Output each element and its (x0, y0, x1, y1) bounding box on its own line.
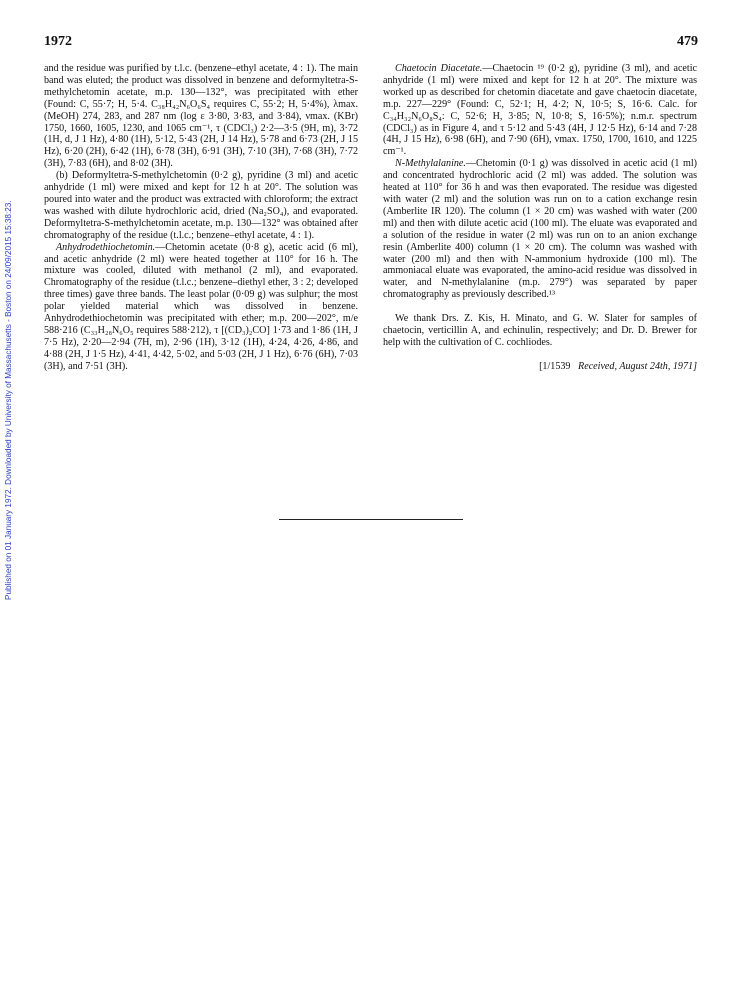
reference-number: [1/1539 (539, 360, 571, 372)
paragraph (383, 63, 697, 158)
provenance-sidebar (4, 120, 18, 600)
page-number: 479 (677, 34, 698, 49)
acknowledgements: We thank Drs. Z. Kis, H. Minato, and G. W. Slater for samples of chaetocin, verticillin A, and echinulin, respectively; and Dr. D. Brewer for help with the cultivation of C. cochliodes. (383, 313, 697, 348)
section-title: Chaetocin Diacetate. (395, 63, 483, 74)
paragraph: (b) Deformyltetra-S-methylchetomin (0·2 g), pyridine (3 ml) and acetic anhydride (1 ml) were mixed and kept for 12 h at 20°. The solution was poured into water and the product was extracted with chloroform; the extract was washed with dilute hydrochloric acid, dried (Na₂SO₄), and evaporated. Deformyltetra-S-methylchetomin acetate, m.p. 130—132° was obtained after chromatography of the residue (t.l.c.; benzene–ethyl acetate, 4 : 1). (44, 170, 358, 241)
right-column (383, 63, 697, 373)
paragraph (44, 242, 358, 373)
left-column (44, 63, 358, 373)
end-rule (279, 519, 463, 520)
paragraph-body: —Chetomin (0·1 g) was dissolved in acetic acid (1 ml) and concentrated hydrochloric acid (2 ml) was added. The solution was heated at 110° for 36 h and was then evaporated. The residue was digested with water (2 ml) and the solution was run on to a cation exchange resin (Amberlite IR 120). The column (1 × 20 cm) was washed with water (200 ml) and then with dilute acetic acid (100 ml). The eluate was evaporated and a solution of the residue in water (2 ml) was run on to an anion exchange resin (Amberlite 400) column (1 × 20 cm). The column was washed with water (200 ml) and then with N-ammonium hydroxide (100 ml). The ammoniacal eluate was evaporated, the amino-acid residue was dissolved in water, and N-methylalanine (m.p. 279°) was separated by paper chromatography as previously described.¹³ (383, 158, 697, 301)
paragraph-body: —Chaetocin ¹⁹ (0·2 g), pyridine (3 ml), and acetic anhydride (1 ml) were mixed and kept for 12 h at 20°. The mixture was worked up as described for chetomin diacetate and gave chaetocin diacetate, m.p. 227—229° (Found: C, 52·1; H, 4·2; N, 10·5; S, 16·6. Calc. for C₃₄H₃₂N₆O₈S₄: C, 52·6; H, 3·85; N, 10·8; S, 16·5%); n.m.r. spectrum (CDCl₃) as in Figure 4, and τ 5·12 and 5·43 (4H, J 12·5 Hz), 6·14 and 7·28 (4H, J 15 Hz), 6·98 (6H), and 7·90 (6H), νmax. 1750, 1700, 1610, and 1225 cm⁻¹. (383, 63, 698, 158)
received-line (383, 361, 697, 373)
section-title: N-Methylalanine. (395, 158, 466, 170)
section-title: Anhydrodethiochetomin. (56, 241, 156, 253)
paragraph-body: —Chetomin acetate (0·8 g), acetic acid (6 ml), and acetic anhydride (2 ml) were heated together at 110° for 16 h. The mixture was cooled, diluted with methanol (2 ml), and evaporated. Chromatography of the residue (t.l.c.; benzene–diethyl ether, 3 : 2; developed three times) gave three bands. The least polar (0·09 g) was sulphur; the most polar yielded material which was dissolved in benzene. Anhydrodethiochetomin was precipitated with ether; m.p. 200—202°, m/e 588·216 (C₃₃H₂₈N₆O₅ requires 588·212), τ [(CD₃)₂CO] 1·73 and 1·86 (1H, J 7·5 Hz), 2·20—2·94 (7H, m), 2·96 (1H), 3·12 (1H), 4·24, 4·26, 4·86, and 4·88 (2H, J 1·5 Hz), 4·41, 4·42, 5·02, and 5·03 (2H, J 1 Hz), 6·76 (6H), 7·03 (3H), and 7·51 (3H). (44, 241, 358, 372)
paragraph (383, 158, 697, 301)
journal-year: 1972 (44, 34, 72, 49)
paragraph: and the residue was purified by t.l.c. (benzene–ethyl acetate, 4 : 1). The main band was eluted; the product was dissolved in benzene and deformyltetra-S-methylchetomin acetate, m.p. 130—132°, was precipitated with ether (Found: C, 55·7; H, 5·4. C₃₈H₄₂N₆O₆S₄ requires C, 55·2; H, 5·4%), λmax. (MeOH) 274, 283, and 287 nm (log ε 3·80, 3·83, and 3·84), νmax. (KBr) 1750, 1660, 1605, 1230, and 1065 cm⁻¹, τ (CDCl₃) 2·2—3·5 (9H, m), 3·72 (1H, d, J 1 Hz), 4·80 (1H), 5·12, 5·43 (2H, J 14 Hz), 5·78 and 6·73 (2H, J 15 Hz), 6·20 (2H), 6·42 (1H), 6·78 (3H), 6·91 (3H), 7·10 (3H), 7·68 (3H), 7·72 (3H), 7·83 (6H), and 8·02 (3H). (44, 63, 358, 170)
provenance-note: Published on 01 January 1972. Downloaded by University of Massachusetts - Boston on 24/09/2015 15:38:23. (4, 200, 13, 600)
received-date: Received, August 24th, 1971] (578, 360, 697, 372)
